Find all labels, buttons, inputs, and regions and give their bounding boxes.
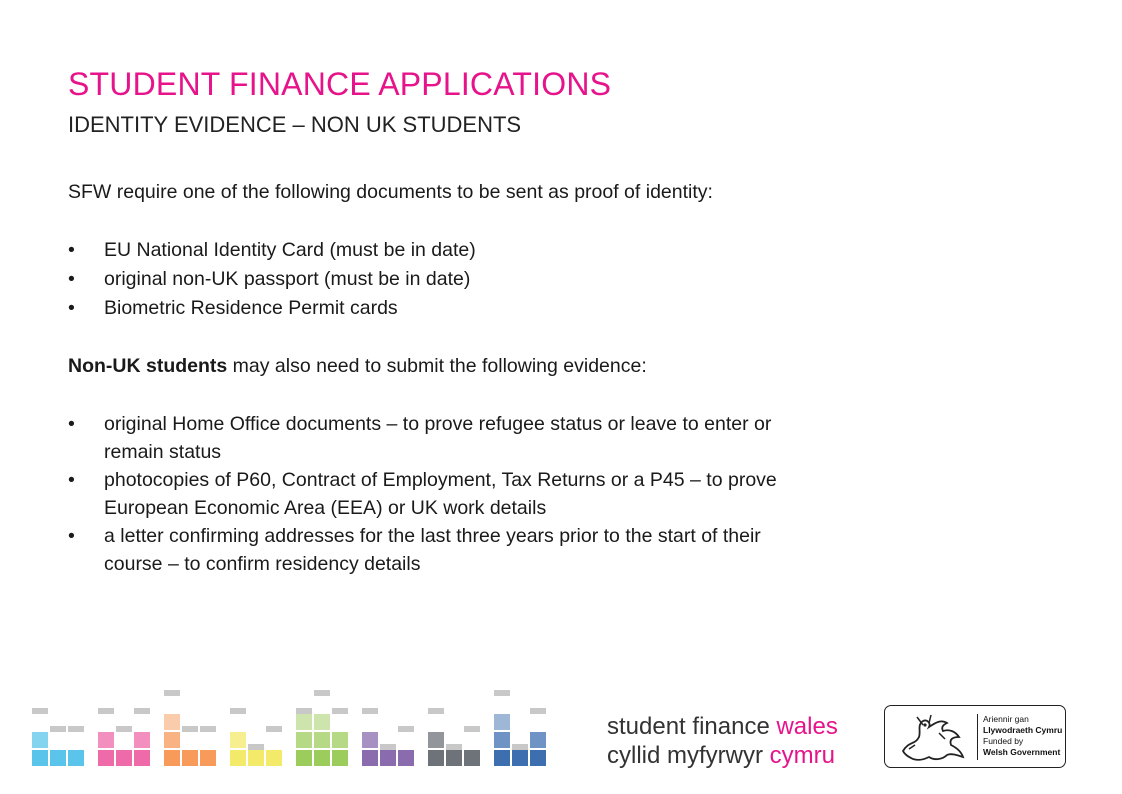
equalizer-cell xyxy=(380,750,396,766)
equalizer-cell xyxy=(200,750,216,766)
equalizer-cell xyxy=(296,750,312,766)
equalizer-cap xyxy=(248,744,264,750)
equalizer-cap xyxy=(296,708,312,714)
equalizer-cell xyxy=(134,732,150,748)
dragon-icon xyxy=(895,711,971,763)
equalizer-cell xyxy=(32,750,48,766)
equalizer-cell xyxy=(494,732,510,748)
equalizer-cap xyxy=(32,708,48,714)
equalizer-cell xyxy=(116,750,132,766)
equalizer-cell xyxy=(362,750,378,766)
identity-documents-list xyxy=(68,236,948,323)
equalizer-cell xyxy=(446,750,462,766)
equalizer-cell xyxy=(68,750,84,766)
identity-intro: SFW require one of the following documents to be sent as proof of identity: xyxy=(68,181,713,203)
equalizer-cell xyxy=(494,714,510,730)
equalizer-cell xyxy=(164,732,180,748)
equalizer-cap xyxy=(182,726,198,732)
bullet: • xyxy=(68,413,75,435)
equalizer-cap xyxy=(68,726,84,732)
equalizer-cap xyxy=(332,708,348,714)
equalizer-cell xyxy=(32,732,48,748)
equalizer-cap xyxy=(134,708,150,714)
welsh-government-logo xyxy=(884,705,1066,768)
logo-divider xyxy=(977,714,978,760)
equalizer-cell xyxy=(164,714,180,730)
equalizer-cell xyxy=(428,732,444,748)
evidence-list xyxy=(68,410,948,578)
equalizer-cap xyxy=(50,726,66,732)
equalizer-cap xyxy=(464,726,480,732)
equalizer-cap xyxy=(266,726,282,732)
equalizer-cell xyxy=(314,732,330,748)
evidence-intro-bold: Non-UK students xyxy=(68,355,228,377)
equalizer-cap xyxy=(116,726,132,732)
equalizer-cell xyxy=(314,750,330,766)
equalizer-cap xyxy=(380,744,396,750)
list-item: • photocopies of P60, Contract of Employment, Tax Returns or a P45 – to prove European Economic Area (EEA) or UK work details xyxy=(68,466,948,522)
equalizer-cell xyxy=(182,750,198,766)
equalizer-cell xyxy=(362,732,378,748)
welsh-government-text: Ariennir gan Llywodraeth Cymru Funded by Welsh Government xyxy=(983,714,1063,757)
main-content xyxy=(68,178,948,578)
equalizer-cell xyxy=(248,750,264,766)
equalizer-cap xyxy=(512,744,528,750)
equalizer-cell xyxy=(230,732,246,748)
evidence-intro: Non-UK students may also need to submit the following evidence: xyxy=(68,355,647,377)
page-title: STUDENT FINANCE APPLICATIONS xyxy=(68,66,612,102)
equalizer-cap xyxy=(98,708,114,714)
equalizer-cell xyxy=(296,714,312,730)
bullet: • xyxy=(68,469,75,491)
equalizer-cap xyxy=(446,744,462,750)
bullet: • xyxy=(68,268,75,290)
list-item: • Biometric Residence Permit cards xyxy=(68,294,948,323)
equalizer-cell xyxy=(98,732,114,748)
bullet: • xyxy=(68,525,75,547)
equalizer-graphic xyxy=(0,660,560,780)
equalizer-cell xyxy=(332,732,348,748)
equalizer-cell xyxy=(530,732,546,748)
bullet: • xyxy=(68,297,75,319)
bullet: • xyxy=(68,239,75,261)
equalizer-cell xyxy=(530,750,546,766)
equalizer-cap xyxy=(314,690,330,696)
equalizer-cell xyxy=(314,714,330,730)
equalizer-cell xyxy=(134,750,150,766)
equalizer-cap xyxy=(362,708,378,714)
equalizer-cap xyxy=(428,708,444,714)
equalizer-cell xyxy=(464,750,480,766)
equalizer-cap xyxy=(230,708,246,714)
equalizer-cap xyxy=(494,690,510,696)
equalizer-cap xyxy=(200,726,216,732)
list-item: • original non-UK passport (must be in date) xyxy=(68,265,948,294)
equalizer-cell xyxy=(512,750,528,766)
equalizer-cell xyxy=(494,750,510,766)
equalizer-cell xyxy=(230,750,246,766)
equalizer-cell xyxy=(266,750,282,766)
equalizer-cap xyxy=(164,690,180,696)
equalizer-cell xyxy=(98,750,114,766)
equalizer-cell xyxy=(428,750,444,766)
equalizer-cell xyxy=(398,750,414,766)
equalizer-cell xyxy=(164,750,180,766)
list-item: • EU National Identity Card (must be in date) xyxy=(68,236,948,265)
list-item: • a letter confirming addresses for the last three years prior to the start of their course – to confirm residency details xyxy=(68,522,948,578)
page-subtitle: IDENTITY EVIDENCE – NON UK STUDENTS xyxy=(68,112,522,137)
list-item: • original Home Office documents – to prove refugee status or leave to enter or remain status xyxy=(68,410,948,466)
equalizer-cell xyxy=(296,732,312,748)
equalizer-cell xyxy=(50,750,66,766)
student-finance-wales-logo: student finance wales cyllid myfyrwyr cymru xyxy=(607,713,838,769)
equalizer-cap xyxy=(530,708,546,714)
equalizer-cap xyxy=(398,726,414,732)
equalizer-cell xyxy=(332,750,348,766)
